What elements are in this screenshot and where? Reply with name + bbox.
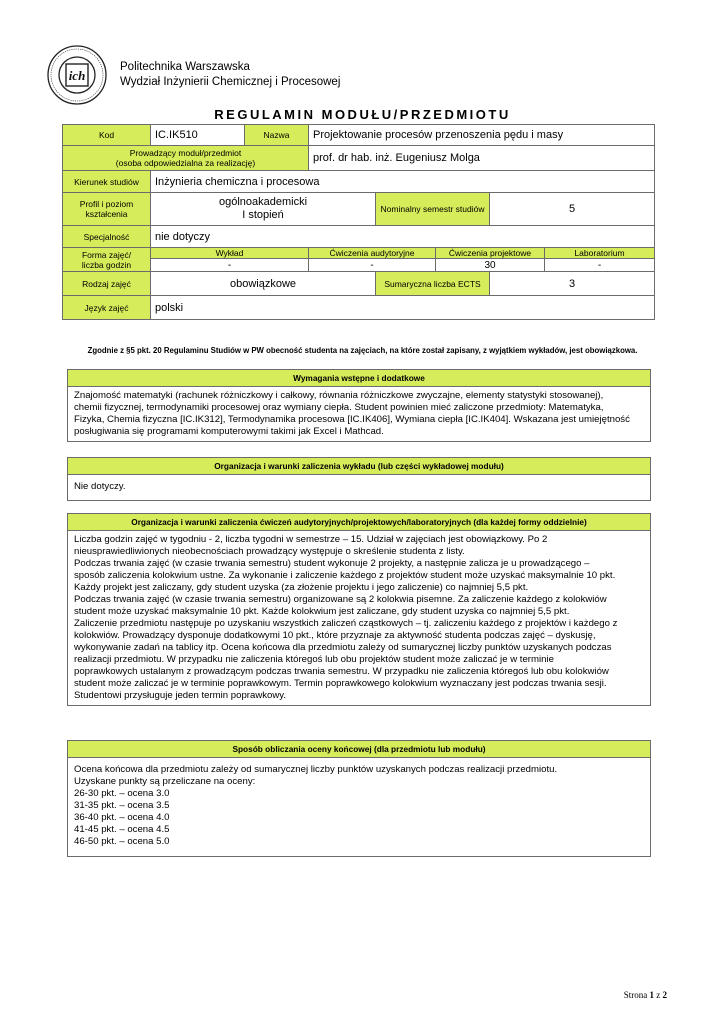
form-hours-lecture: - bbox=[151, 259, 309, 272]
exercises-heading: Organizacja i warunki zaliczenia ćwiczeń audytoryjnych/projektowych/laboratoryjnych (dla każdej formy oddzielnie) bbox=[67, 513, 651, 531]
specialty-value: nie dotyczy bbox=[151, 226, 655, 248]
language-label: Język zajęć bbox=[63, 296, 151, 320]
language-value: polski bbox=[151, 296, 655, 320]
text-line: Fizyka, Chemia fizyczna [IC.IK312], Termodynamika procesowa [IC.IK406], Wymiana ciepła [IC.IK404]. Wskazana jest umiejętność bbox=[74, 414, 630, 425]
text-line: poprawkowych ustalanym z prowadzącym podczas trwania semestru. W przypadku nie zaliczenia któregoś lub obu kolokwiów bbox=[74, 666, 609, 677]
lecturer-label-line1: Prowadzący moduł/przedmiot bbox=[129, 148, 242, 158]
form-hours-auditory: - bbox=[309, 259, 436, 272]
form-hours-project: 30 bbox=[436, 259, 545, 272]
exercises-body bbox=[67, 531, 651, 706]
prerequisites-section bbox=[67, 369, 651, 442]
text-line: sposób zaliczenia kolokwium ustne. Za wykonanie i zaliczenie każdego z projektów student może uzyskać maksymalnie 10 pkt. bbox=[74, 570, 616, 581]
lecturer-value: prof. dr hab. inż. Eugeniusz Molga bbox=[309, 146, 655, 171]
page-footer bbox=[624, 990, 667, 1000]
text-line: 36-40 pkt. – ocena 4.0 bbox=[74, 812, 170, 823]
text-line: realizacji przedmiotu. W przypadku nie zaliczenia któregoś lub obu projektów student może zaliczać je w terminie bbox=[74, 654, 554, 665]
grading-body bbox=[67, 758, 651, 857]
logo-lettering: ich bbox=[68, 68, 86, 83]
form-header-auditory: Ćwiczenia audytoryjne bbox=[309, 248, 436, 259]
text-line: student może zaliczać je w terminie poprawkowym. Termin poprawkowego kolokwium wyznaczany jest podczas trwania sesji. bbox=[74, 678, 607, 689]
code-label: Kod bbox=[63, 125, 151, 146]
profile-label-line1: Profil i poziom bbox=[79, 199, 134, 209]
faculty-name: Wydział Inżynierii Chemicznej i Procesowej bbox=[120, 76, 341, 88]
profile-value-line2: I stopień bbox=[242, 209, 284, 221]
text-line: 26-30 pkt. – ocena 3.0 bbox=[74, 788, 170, 799]
profile-label bbox=[63, 193, 151, 226]
specialty-label: Specjalność bbox=[63, 226, 151, 248]
text-line: Nie dotyczy. bbox=[74, 481, 126, 492]
exercises-section bbox=[67, 513, 651, 706]
text-line: Znajomość matematyki (rachunek różniczkowy i całkowy, równania różniczkowe zwyczajne, elementy statystyki stosowanej), bbox=[74, 390, 604, 401]
text-line: Każdy projekt jest zaliczany, gdy student uzyska (za złożenie projektu i jego zaliczenie) co najmniej 5,5 pkt. bbox=[74, 582, 529, 593]
text-line: 41-45 pkt. – ocena 4.5 bbox=[74, 824, 170, 835]
grading-section bbox=[67, 740, 651, 857]
page-word: Strona bbox=[623, 990, 648, 1000]
semester-value: 5 bbox=[490, 193, 655, 226]
text-line: chemii fizycznej, termodynamiki procesowej oraz wymiany ciepła. Student powinien mieć zaliczone przedmioty: Matematyka, bbox=[74, 402, 604, 413]
page-title: REGULAMIN MODUŁU/PRZEDMIOTU bbox=[214, 107, 511, 122]
name-label: Nazwa bbox=[245, 125, 309, 146]
page-total: 2 bbox=[662, 990, 667, 1000]
text-line: nieusprawiedliwionych nieobecnościach prowadzący występuje o skreślenie studenta z listy. bbox=[74, 546, 465, 557]
university-name: Politechnika Warszawska bbox=[120, 61, 250, 73]
code-value: IC.IK510 bbox=[151, 125, 245, 146]
text-line: 31-35 pkt. – ocena 3.5 bbox=[74, 800, 170, 811]
university-logo bbox=[46, 44, 108, 106]
institution-header bbox=[120, 60, 340, 90]
attendance-note: Zgodnie z §5 pkt. 20 Regulaminu Studiów w PW obecność studenta na zajęciach, na które został zapisany, z wyjątkiem wykładów, jest obowiązkowa. bbox=[87, 346, 638, 355]
text-line: student może uzyskać maksymalnie 10 pkt. Każde kolokwium jest zaliczane, gdy student uzyska co najmniej 5,5 pkt. bbox=[74, 606, 570, 617]
forms-label-line2: liczba godzin bbox=[81, 259, 132, 270]
text-line: 46-50 pkt. – ocena 5.0 bbox=[74, 836, 170, 847]
type-label: Rodzaj zajęć bbox=[63, 272, 151, 296]
profile-value bbox=[151, 193, 376, 226]
text-line: Zaliczenie przedmiotu następuje po uzyskaniu wszystkich zaliczeń cząstkowych – tj. zaliczeniu każdego z projektów i każdego z bbox=[74, 618, 618, 629]
text-line: kolokwiów. Prowadzący dysponuje dodatkowymi 10 pkt., które przyznaje za aktywność studenta podczas zajęć – dyskusję, bbox=[74, 630, 596, 641]
field-value: Inżynieria chemiczna i procesowa bbox=[151, 171, 655, 193]
lecturer-label bbox=[63, 146, 309, 171]
text-line: Podczas trwania zajęć (w czasie trwania semestru) student wykonuje 2 projekty, a następnie zalicza je u prowadzącego – bbox=[74, 558, 590, 569]
profile-value-line1: ogólnoakademicki bbox=[218, 196, 308, 208]
text-line: wykonywanie zadań na tablicy itp. Ocena końcowa dla przedmiotu zależy od sumarycznej liczby punktów uzyskanych podczas bbox=[74, 642, 612, 653]
prerequisites-body bbox=[67, 387, 651, 442]
type-value: obowiązkowe bbox=[151, 272, 376, 296]
field-label: Kierunek studiów bbox=[63, 171, 151, 193]
form-header-project: Ćwiczenia projektowe bbox=[436, 248, 545, 259]
text-line: Liczba godzin zajęć w tygodniu - 2, liczba tygodni w semestrze – 15. Udział w zajęciach jest obowiązkowy. Po 2 bbox=[74, 534, 548, 545]
prerequisites-heading: Wymagania wstępne i dodatkowe bbox=[67, 369, 651, 387]
text-line: Podczas trwania zajęć (w czasie trwania semestru) organizowane są 2 kolokwia pisemne. Za zaliczenie każdego z kolokwiów bbox=[74, 594, 607, 605]
grading-heading: Sposób obliczania oceny końcowej (dla przedmiotu lub modułu) bbox=[67, 740, 651, 758]
lecture-section bbox=[67, 457, 651, 501]
profile-label-line2: kształcenia bbox=[85, 209, 128, 219]
forms-label-line1: Forma zajęć/ bbox=[81, 249, 132, 260]
ects-value: 3 bbox=[490, 272, 655, 296]
forms-label bbox=[63, 248, 151, 272]
text-line: posługiwania się programami komputerowymi takimi jak Excel i Mathcad. bbox=[74, 426, 384, 437]
text-line: Studentowi przysługuje jeden termin poprawkowy. bbox=[74, 690, 287, 701]
form-header-lab: Laboratorium bbox=[545, 248, 655, 259]
name-value: Projektowanie procesów przenoszenia pędu i masy bbox=[309, 125, 655, 146]
lecturer-label-line2: (osoba odpowiedzialna za realizację) bbox=[115, 158, 256, 168]
form-hours-lab: - bbox=[545, 259, 655, 272]
ects-label: Sumaryczna liczba ECTS bbox=[376, 272, 490, 296]
text-line: Ocena końcowa dla przedmiotu zależy od sumarycznej liczby punktów uzyskanych podczas realizacji przedmiotu. bbox=[74, 764, 558, 775]
page-number: 1 bbox=[649, 990, 654, 1000]
form-header-lecture: Wykład bbox=[151, 248, 309, 259]
module-info-table bbox=[62, 124, 655, 320]
lecture-heading: Organizacja i warunki zaliczenia wykładu (lub części wykładowej modułu) bbox=[67, 457, 651, 475]
lecture-body bbox=[67, 475, 651, 501]
semester-label: Nominalny semestr studiów bbox=[376, 193, 490, 226]
of-word: z bbox=[656, 990, 661, 1000]
text-line: Uzyskane punkty są przeliczane na oceny: bbox=[74, 776, 256, 787]
